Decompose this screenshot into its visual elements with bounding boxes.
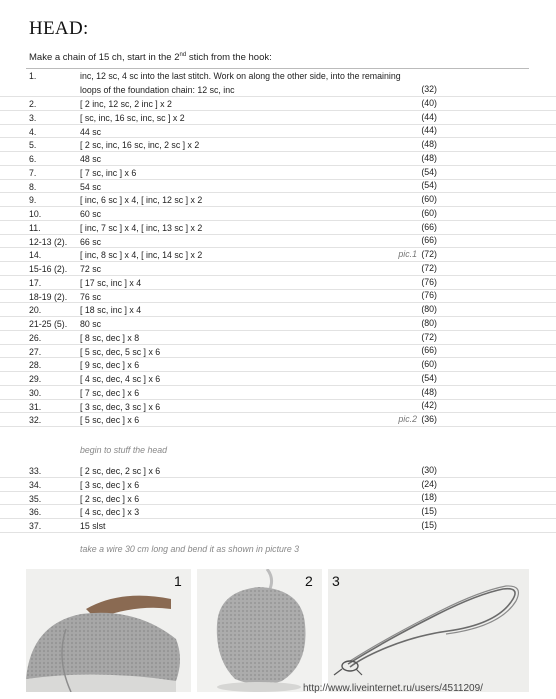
stitch-count: (72) — [421, 249, 437, 259]
row-number: 10. — [29, 209, 42, 219]
pattern-row — [0, 386, 556, 400]
stitch-count: (60) — [421, 359, 437, 369]
row-instruction: [ 17 sc, inc ] x 4 — [80, 277, 142, 288]
row-instruction: [ 4 sc, dec ] x 3 — [80, 507, 140, 518]
row-number: 29. — [29, 374, 42, 384]
row-instruction: [ 3 sc, dec, 3 sc ] x 6 — [80, 401, 161, 412]
stitch-count: (60) — [421, 194, 437, 204]
row-number: 14. — [29, 250, 42, 261]
pattern-row — [0, 235, 556, 249]
stitch-count: (48) — [421, 152, 437, 163]
row-instruction: 54 sc — [80, 181, 102, 192]
intro-text — [29, 52, 272, 63]
row-instruction: 44 sc — [80, 126, 102, 137]
row-instruction: [ 18 sc, inc ] x 4 — [80, 305, 142, 316]
stitch-count: (54) — [421, 180, 437, 191]
stitch-count: (44) — [421, 111, 437, 122]
stitch-count: (54) — [421, 166, 437, 177]
row-number: 12-13 (2). — [29, 236, 68, 247]
row-instruction: 72 sc — [80, 264, 102, 274]
row-number: 26. — [29, 332, 42, 343]
pattern-row — [0, 166, 556, 180]
stuffed-head-photo-icon — [197, 569, 322, 692]
pattern-row — [0, 413, 556, 427]
row-instruction: 80 sc — [80, 319, 102, 329]
pattern-row — [0, 505, 556, 519]
row-instruction: 76 sc — [80, 291, 102, 302]
row-number: 15-16 (2). — [29, 264, 68, 274]
pattern-row — [0, 303, 556, 317]
row-number: 37. — [29, 521, 42, 531]
row-number: 20. — [29, 305, 42, 316]
stitch-count: (60) — [421, 207, 437, 218]
photo-2 — [197, 569, 322, 692]
row-number: 4. — [29, 126, 37, 137]
row-number: 3. — [29, 112, 37, 123]
stitch-count: (66) — [421, 345, 437, 356]
stitch-count: (66) — [421, 221, 437, 232]
stitch-count: (72) — [421, 262, 437, 273]
pattern-row — [0, 221, 556, 235]
row-number: 31. — [29, 401, 42, 412]
row-instruction: [ 2 sc, dec, 2 sc ] x 6 — [80, 466, 161, 476]
row-number: 33. — [29, 466, 42, 476]
stitch-count: (48) — [421, 386, 437, 397]
row-number: 17. — [29, 277, 42, 288]
row-instruction: [ sc, inc, 16 sc, inc, sc ] x 2 — [80, 112, 185, 123]
pattern-row — [0, 69, 556, 97]
pattern-rows-part2 — [0, 464, 556, 533]
stitch-count: (30) — [421, 464, 437, 475]
pattern-row — [0, 290, 556, 304]
photo-1 — [26, 569, 191, 692]
stitch-count: (54) — [421, 372, 437, 383]
pattern-row — [0, 358, 556, 372]
pattern-row — [0, 464, 556, 478]
intro-after: stich from the hook: — [186, 52, 272, 63]
row-instruction: [ inc, 8 sc ] x 4, [ inc, 14 sc ] x 2 — [80, 250, 203, 261]
watermark-url: http://www.liveinternet.ru/users/4511209/ — [303, 683, 483, 694]
row-instruction: 66 sc — [80, 236, 102, 247]
pattern-row — [0, 207, 556, 221]
row-number: 6. — [29, 154, 37, 164]
stitch-count: (76) — [421, 290, 437, 301]
row-number: 9. — [29, 195, 37, 206]
row-instruction: [ 3 sc, dec ] x 6 — [80, 479, 140, 490]
stitch-count: (36) — [421, 414, 437, 424]
pattern-row — [0, 248, 556, 262]
page-title: HEAD: — [29, 18, 89, 39]
row-number: 30. — [29, 387, 42, 398]
stitch-count: (80) — [421, 317, 437, 328]
photo-1-label: 1 — [174, 573, 182, 589]
pattern-row — [0, 125, 556, 139]
pattern-row — [0, 152, 556, 166]
stitch-count: (72) — [421, 331, 437, 342]
photo-3 — [328, 569, 529, 692]
intro-before: Make a chain of 15 ch, start in the 2 — [29, 52, 180, 63]
pattern-row — [0, 317, 556, 331]
stitch-count: (76) — [421, 276, 437, 287]
row-instruction: [ inc, 7 sc ] x 4, [ inc, 13 sc ] x 2 — [80, 222, 203, 233]
pattern-row — [0, 138, 556, 152]
pattern-row — [0, 180, 556, 194]
stitch-count: (18) — [421, 492, 437, 503]
stitch-count: (24) — [421, 478, 437, 489]
pattern-rows-part1 — [0, 69, 556, 427]
picture-reference: pic.1 — [398, 249, 417, 259]
stitch-count: (80) — [421, 304, 437, 314]
note-stuff-head: begin to stuff the head — [80, 445, 168, 455]
stitch-count: (32) — [421, 84, 437, 94]
row-instruction: [ 4 sc, dec, 4 sc ] x 6 — [80, 374, 161, 384]
bent-wire-photo-icon — [328, 569, 529, 692]
row-instruction: [ 7 sc, inc ] x 6 — [80, 167, 137, 178]
picture-reference: pic.2 — [398, 414, 417, 424]
stitch-count: (44) — [421, 125, 437, 136]
stitch-count: (42) — [421, 400, 437, 411]
row-number: 18-19 (2). — [29, 291, 68, 302]
row-instruction: 60 sc — [80, 209, 102, 219]
row-number: 32. — [29, 415, 42, 426]
row-number: 27. — [29, 346, 42, 357]
pattern-row — [0, 492, 556, 506]
pattern-row — [0, 111, 556, 125]
row-instruction: [ 5 sc, dec ] x 6 — [80, 415, 140, 426]
row-number: 34. — [29, 479, 42, 490]
row-instruction: [ 2 sc, dec ] x 6 — [80, 493, 140, 504]
row-instruction: 15 slst — [80, 521, 106, 531]
row-instruction: [ 8 sc, dec ] x 8 — [80, 332, 140, 343]
row-instruction: [ 2 sc, inc, 16 sc, inc, 2 sc ] x 2 — [80, 140, 200, 151]
stitch-count: (48) — [421, 139, 437, 149]
row-instruction-line2: loops of the foundation chain: 12 sc, inc — [80, 84, 235, 95]
pattern-row — [0, 478, 556, 492]
row-instruction-line1: inc, 12 sc, 4 sc into the last stitch. Work on along the other side, into the remaining — [80, 71, 401, 81]
row-instruction: [ inc, 6 sc ] x 4, [ inc, 12 sc ] x 2 — [80, 195, 203, 206]
pattern-row — [0, 400, 556, 414]
pattern-row — [0, 97, 556, 111]
intro-superscript: nd — [179, 51, 187, 58]
pattern-row — [0, 331, 556, 345]
row-number: 7. — [29, 167, 37, 178]
stitch-count: (66) — [421, 235, 437, 246]
row-number: 8. — [29, 181, 37, 192]
photo-2-label: 2 — [305, 573, 313, 589]
row-instruction: [ 7 sc, dec ] x 6 — [80, 387, 140, 398]
stitch-count: (40) — [421, 97, 437, 108]
row-number: 1. — [29, 71, 37, 81]
row-number: 28. — [29, 360, 42, 371]
row-number: 21-25 (5). — [29, 319, 68, 329]
crocheted-head-photo-icon — [26, 569, 191, 692]
row-instruction: [ 9 sc, dec ] x 6 — [80, 360, 140, 371]
pattern-row — [0, 372, 556, 386]
pattern-row — [0, 345, 556, 359]
photo-3-label: 3 — [332, 573, 340, 589]
row-instruction: 48 sc — [80, 154, 102, 164]
note-wire: take a wire 30 cm long and bend it as shown in picture 3 — [80, 544, 300, 554]
pattern-row — [0, 519, 556, 533]
row-number: 2. — [29, 99, 37, 109]
row-number: 5. — [29, 140, 37, 151]
pattern-row — [0, 193, 556, 207]
row-number: 35. — [29, 493, 42, 504]
row-instruction: [ 2 inc, 12 sc, 2 inc ] x 2 — [80, 99, 172, 109]
row-number: 36. — [29, 507, 42, 518]
stitch-count: (15) — [421, 506, 437, 516]
row-instruction — [80, 70, 401, 97]
pattern-row — [0, 262, 556, 276]
stitch-count: (15) — [421, 519, 437, 530]
row-instruction: [ 5 sc, dec, 5 sc ] x 6 — [80, 346, 161, 357]
row-number: 11. — [29, 222, 41, 233]
pattern-row — [0, 276, 556, 290]
